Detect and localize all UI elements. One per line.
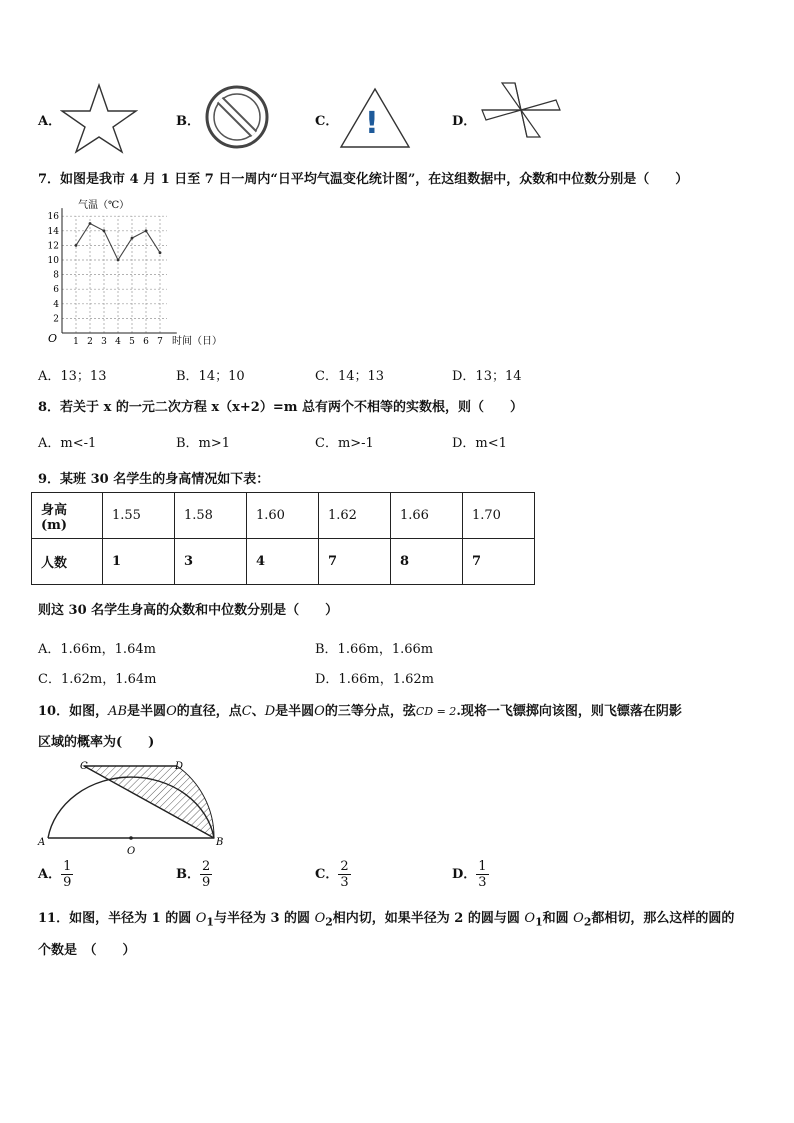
chart-x-label: 时间（日）	[172, 336, 222, 347]
table-cell: 1.70	[463, 493, 535, 539]
table-cell: 1.60	[247, 493, 319, 539]
q10-option-d[interactable]: D． $\frac{1}{3}$	[452, 859, 487, 890]
q9-text: 9．某班 30 名学生的身高情况如下表：	[38, 472, 270, 487]
point-o-label: O	[127, 846, 136, 857]
x-tick-label: 5	[129, 337, 135, 347]
q11-text-line2: 个数是 （ ）	[38, 943, 136, 958]
q8-option-b[interactable]: B．m>1	[176, 436, 231, 451]
table-row	[32, 493, 535, 539]
point-b-label: B	[216, 837, 224, 848]
chart-origin-label: O	[48, 332, 58, 345]
q9-question: 则这 30 名学生身高的众数和中位数分别是（ ）	[38, 603, 339, 618]
q8-option-c[interactable]: C．m>-1	[315, 436, 374, 451]
q9-option-a[interactable]: A．1.66m，1.64m	[38, 642, 156, 657]
table-cell: 1	[103, 539, 175, 585]
q9-option-d[interactable]: D．1.66m，1.62m	[315, 672, 434, 687]
q7-option-c[interactable]: C．14；13	[315, 369, 385, 384]
data-point	[103, 229, 106, 232]
temperature-line-chart	[36, 196, 236, 352]
x-tick-label: 4	[115, 337, 121, 347]
q8-option-d[interactable]: D．m<1	[452, 436, 507, 451]
q10-text-line1: 10．如图，AB是半圆O的直径，点C、D是半圆O的三等分点，弦CD = 2.现将一飞镖掷向该图，则飞镖落在阴影	[38, 704, 682, 719]
q6-option-d-label: D．	[452, 114, 477, 129]
table-cell: 8	[391, 539, 463, 585]
table-cell: 3	[175, 539, 247, 585]
x-tick-label: 1	[73, 337, 79, 347]
q7-option-b[interactable]: B．14；10	[176, 369, 245, 384]
height-table	[31, 492, 535, 585]
q10-option-a[interactable]: A． $\frac{1}{9}$	[38, 859, 72, 890]
semicircle-figure	[34, 756, 230, 858]
point-c-label: C	[80, 761, 88, 772]
y-tick-label: 8	[53, 270, 59, 281]
y-tick-label: 4	[53, 299, 59, 310]
x-tick-label: 6	[143, 337, 149, 347]
table-header-count: 人数	[32, 539, 103, 585]
table-cell: 1.55	[103, 493, 175, 539]
q7-text: 7．如图是我市 4 月 1 日至 7 日一周内“日平均气温变化统计图”，在这组数据中，众数和中位数分别是（ ）	[38, 172, 689, 187]
prohibition-sign-icon	[203, 84, 271, 150]
point-a-label: A	[38, 837, 46, 848]
table-cell: 4	[247, 539, 319, 585]
table-row	[32, 539, 535, 585]
chart-axes	[62, 208, 177, 333]
x-tick-label: 7	[157, 337, 163, 347]
table-header-height: 身高(m)	[32, 493, 103, 539]
q10-text-line2: 区域的概率为( )	[38, 735, 155, 750]
chart-y-label: 气温（℃）	[78, 200, 130, 211]
data-point	[145, 229, 148, 232]
warning-exclamation: !	[365, 106, 379, 141]
data-point	[75, 244, 78, 247]
data-point	[117, 259, 120, 262]
y-tick-label: 2	[53, 314, 59, 325]
q6-option-b-label: B．	[176, 114, 200, 129]
q6-option-c-label: C．	[315, 114, 339, 129]
table-cell: 1.58	[175, 493, 247, 539]
q8-text: 8．若关于 x 的一元二次方程 x（x+2）=m 总有两个不相等的实数根，则（ ）	[38, 400, 523, 415]
q7-option-a[interactable]: A．13；13	[38, 369, 107, 384]
data-point	[131, 237, 134, 240]
pinwheel-icon	[478, 80, 564, 140]
x-tick-label: 3	[101, 337, 107, 347]
table-cell: 7	[319, 539, 391, 585]
y-tick-label: 14	[47, 226, 59, 237]
chart-grid	[62, 216, 167, 333]
table-cell: 7	[463, 539, 535, 585]
data-point	[89, 222, 92, 225]
q11-text-line1: 11．如图，半径为 1 的圆 $O_1$与半径为 3 的圆 $O_2$相内切，如果半径为 2 的圆与圆 $O_1$和圆 $O_2$都相切，那么这样的圆的	[38, 911, 735, 929]
q10-option-c[interactable]: C． $\frac{2}{3}$	[315, 859, 349, 890]
q8-option-a[interactable]: A．m<-1	[38, 436, 97, 451]
y-tick-label: 6	[53, 285, 59, 296]
q9-option-c[interactable]: C．1.62m，1.64m	[38, 672, 157, 687]
y-tick-label: 16	[47, 212, 59, 223]
q7-option-d[interactable]: D．13；14	[452, 369, 522, 384]
y-tick-label: 10	[47, 256, 59, 266]
q6-option-a-label: A．	[38, 114, 62, 129]
table-cell: 1.66	[391, 493, 463, 539]
q10-option-b[interactable]: B． $\frac{2}{9}$	[176, 859, 211, 890]
y-tick-label: 12	[47, 241, 59, 252]
star-icon	[60, 82, 138, 154]
table-cell: 1.62	[319, 493, 391, 539]
q9-option-b[interactable]: B．1.66m，1.66m	[315, 642, 434, 657]
x-tick-label: 2	[87, 337, 93, 347]
point-d-label: D	[175, 761, 184, 772]
data-point	[159, 251, 162, 254]
